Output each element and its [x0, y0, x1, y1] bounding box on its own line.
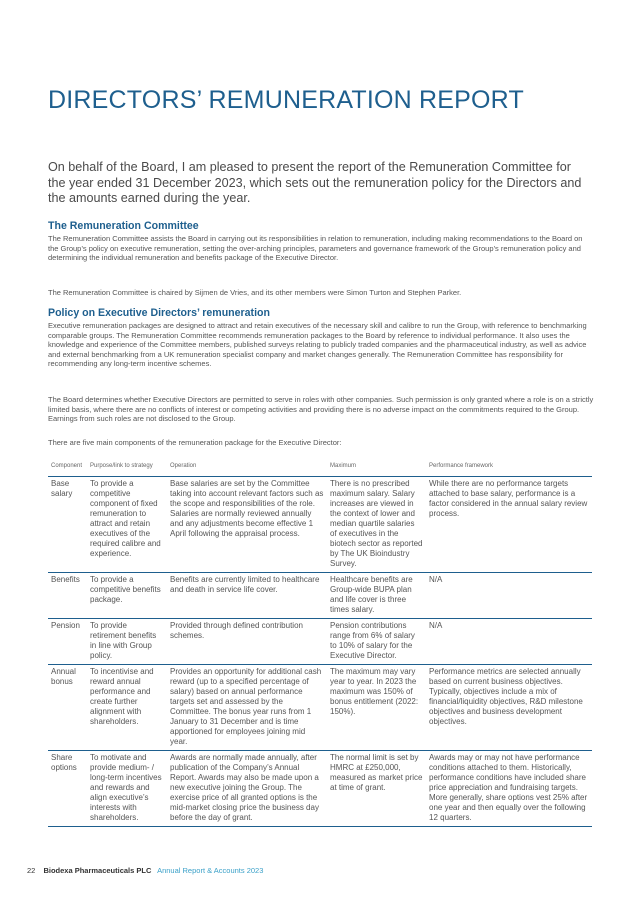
column-header: Maximum: [327, 457, 426, 477]
paragraph-committee-role: The Remuneration Committee assists the Board in carrying out its responsibilities in relation to remuneration, including making recommendations to the Board on the Group’s policy on executive remuneration, setting the over-arching principles, parameters and governance framework of the Group’s remuneration policy and determining the individual remuneration and benefits package of the Executive Director.: [48, 234, 583, 263]
table-cell: N/A: [426, 619, 592, 665]
table-cell: The maximum may vary year to year. In 2023 the maximum was 150% of bonus entitlement (2022: 150%).: [327, 665, 426, 751]
paragraph-committee-members: The Remuneration Committee is chaired by Sijmen de Vries, and its other members were Simon Turton and Stephen Parker.: [48, 288, 462, 297]
column-header: Operation: [167, 457, 327, 477]
paragraph-five-components: There are five main components of the remuneration package for the Executive Director:: [48, 438, 342, 447]
table-cell: Pension contributions range from 6% of salary to 10% of salary for the Executive Director.: [327, 619, 426, 665]
table-cell: Pension: [48, 619, 87, 665]
section-heading-policy: Policy on Executive Directors’ remuneration: [48, 307, 270, 319]
intro-paragraph: On behalf of the Board, I am pleased to present the report of the Remuneration Committee for the year ended 31 December 2023, which sets out the remuneration policy for the Directors and the amounts earned during the year.: [48, 160, 582, 205]
table-cell: Healthcare benefits are Group-wide BUPA plan and life cover is three times salary.: [327, 573, 426, 619]
table-cell: Base salaries are set by the Committee taking into account relevant factors such as the scope and responsibilities of the role. Salaries are normally reviewed annually and any adjustments become effective 1 April following the appraisal process.: [167, 477, 327, 573]
table-row: [48, 751, 592, 827]
table-header-row: [48, 457, 592, 477]
table-cell: While there are no performance targets attached to base salary, performance is a factor considered in the annual salary review process.: [426, 477, 592, 573]
table-cell: To provide a competitive benefits package.: [87, 573, 167, 619]
table-cell: Performance metrics are selected annually based on current business objectives. Typically, objectives include a mix of financial/liquidity objectives, R&D milestone objectives and business development objectives.: [426, 665, 592, 751]
column-header: Component: [48, 457, 87, 477]
section-heading-remuneration-committee: The Remuneration Committee: [48, 220, 199, 232]
table-cell: Annual bonus: [48, 665, 87, 751]
table-row: [48, 619, 592, 665]
table-cell: Benefits are currently limited to healthcare and death in service life cover.: [167, 573, 327, 619]
column-header: Purpose/link to strategy: [87, 457, 167, 477]
table-cell: Benefits: [48, 573, 87, 619]
paragraph-policy-packages: Executive remuneration packages are designed to attract and retain executives of the necessary skill and calibre to run the Group, with reference to benchmarking comparable groups. The Remuneration Committee recommends remuneration packages to the Board by reference to individual performance. It also uses the knowledge and experience of the Committee members, published surveys relating to publicly traded companies and the pharmaceutical industry, as well as advice and external benchmarking from a UK remuneration specialist company and market changes generally. The Remuneration Committee has responsibility for recommending any long-term incentive schemes.: [48, 321, 587, 369]
page-footer: [27, 866, 263, 875]
table-row: [48, 665, 592, 751]
table-cell: To provide retirement benefits in line with Group policy.: [87, 619, 167, 665]
column-header: Performance framework: [426, 457, 592, 477]
table-cell: Provided through defined contribution schemes.: [167, 619, 327, 665]
table-cell: N/A: [426, 573, 592, 619]
table-cell: There is no prescribed maximum salary. Salary increases are viewed in the context of lower and median quartile salaries of executives in the biotech sector as reported by The UK Bioindustry Survey.: [327, 477, 426, 573]
remuneration-table: [48, 457, 592, 827]
table-cell: Share options: [48, 751, 87, 827]
footer-company-name: Biodexa Pharmaceuticals PLC: [43, 866, 152, 875]
paragraph-policy-other-roles: The Board determines whether Executive Directors are permitted to serve in roles with other companies. Such permission is only granted where a role is on a strictly limited basis, where there are no conflicts of interest or competing activities and providing there is no adverse impact on the commitments required to the Group. Earnings from such roles are not disclosed to the Group.: [48, 395, 594, 424]
page-title: DIRECTORS’ REMUNERATION REPORT: [48, 86, 524, 114]
table-cell: Awards may or may not have performance conditions attached to them. Historically, performance conditions have included share price appreciation and fundraising targets. More generally, share options vest 25% after one year and then equally over the following 12 quarters.: [426, 751, 592, 827]
table-cell: To incentivise and reward annual performance and create further alignment with shareholders.: [87, 665, 167, 751]
table-cell: Awards are normally made annually, after publication of the Company’s Annual Report. Awards may also be made upon a new executive joining the Group. The exercise price of all granted options is the mid-market closing price the business day before the day of grant.: [167, 751, 327, 827]
footer-report-title: Annual Report & Accounts 2023: [157, 866, 264, 875]
table-cell: To motivate and provide medium- / long-term incentives and rewards and align executive’s interests with shareholders.: [87, 751, 167, 827]
page-number: 22: [27, 866, 36, 875]
table-cell: Base salary: [48, 477, 87, 573]
table-row: [48, 477, 592, 573]
table-cell: The normal limit is set by HMRC at £250,000, measured as market price at time of grant.: [327, 751, 426, 827]
table-row: [48, 573, 592, 619]
table-cell: Provides an opportunity for additional cash reward (up to a specified percentage of salary) based on annual performance targets set and assessed by the Committee. The bonus year runs from 1 January to 31 December and is time apportioned for employees joining mid year.: [167, 665, 327, 751]
table-cell: To provide a competitive component of fixed remuneration to attract and retain executives of the required calibre and experience.: [87, 477, 167, 573]
